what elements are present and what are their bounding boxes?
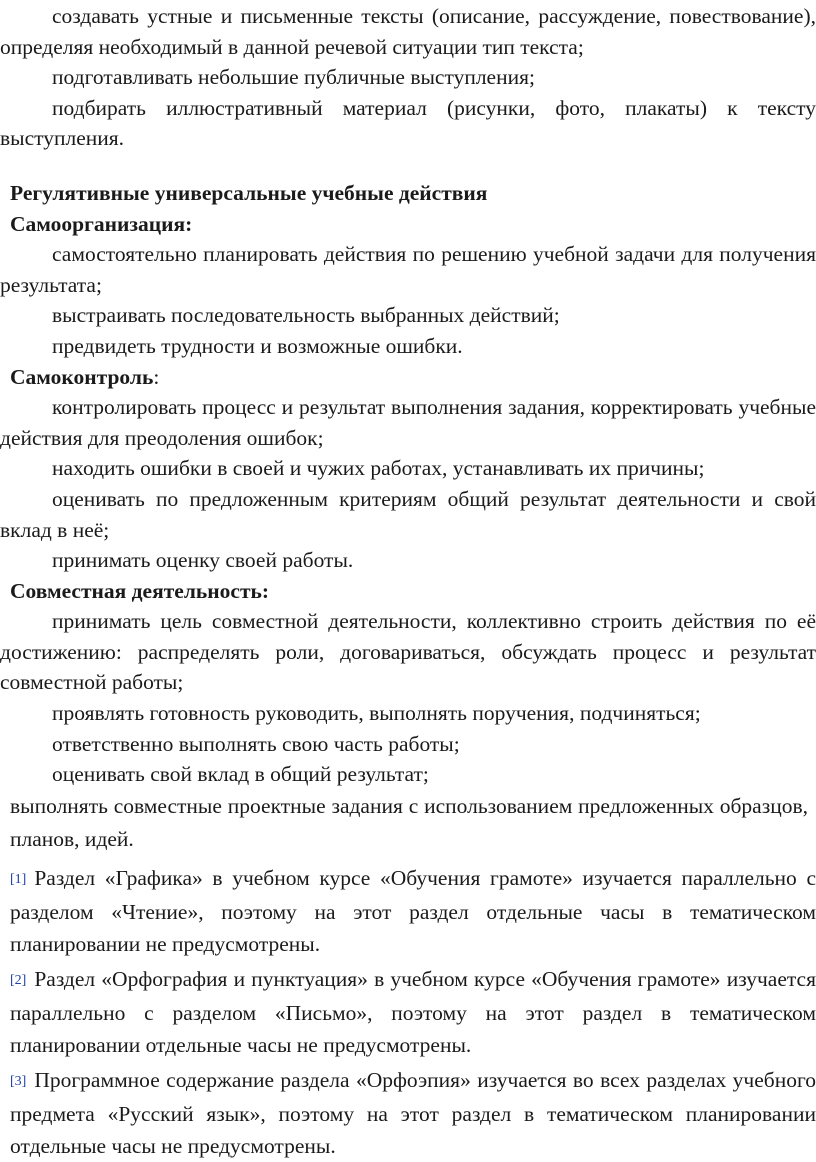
communication-item: подбирать иллюстративный материал (рисунки, фото, плакаты) к тексту выступления.	[0, 95, 816, 151]
communication-item: создавать устные и письменные тексты (описание, рассуждение, повествование), определяя необходимый в данной речевой ситуации тип текста;	[0, 4, 816, 59]
joint-activity-heading: Совместная деятельность:	[10, 578, 270, 603]
footnote-ref-link[interactable]: [1]	[10, 871, 27, 887]
self-control-heading-text: Самоконтроль	[10, 364, 154, 389]
footnote	[0, 862, 816, 960]
footnote-text: Раздел «Графика» в учебном курсе «Обучения грамоте» изучается параллельно с разделом «Чтение», поэтому на этот раздел отдельные часы в тематическом планировании не предусмотрены.	[10, 865, 816, 956]
self-organization-heading: Самоорганизация:	[10, 211, 193, 236]
self-control-heading-colon: :	[153, 364, 160, 389]
footnote-ref-link[interactable]: [2]	[10, 972, 27, 988]
joint-activity-item: проявлять готовность руководить, выполнять поручения, подчиняться;	[52, 701, 701, 726]
communication-item: подготавливать небольшие публичные выступления;	[52, 65, 535, 90]
footnote-ref-link[interactable]: [3]	[10, 1073, 27, 1089]
self-control-item: находить ошибки в своей и чужих работах, устанавливать их причины;	[52, 456, 705, 481]
self-organization-item: предвидеть трудности и возможные ошибки.	[52, 333, 463, 358]
footnote-text: Раздел «Орфография и пунктуация» в учебном курсе «Обучения грамоте» изучается параллельно с разделом «Письмо», поэтому на этот раздел в тематическом планировании отдельные часы не предусмотрены.	[10, 966, 816, 1057]
self-organization-item: самостоятельно планировать действия по решению учебной задачи для получения результата;	[0, 242, 816, 297]
self-control-item: контролировать процесс и результат выполнения задания, корректировать учебные действия для преодоления ошибок;	[0, 395, 816, 450]
regulatory-heading: Регулятивные универсальные учебные действия	[10, 180, 488, 205]
joint-activity-last-item: выполнять совместные проектные задания с использованием предложенных образцов, планов, идей.	[10, 793, 808, 851]
self-control-item: принимать оценку своей работы.	[52, 548, 354, 573]
joint-activity-item: принимать цель совместной деятельности, коллективно строить действия по её достижению: распределять роли, договариваться, обсуждать процесс и результат совместной работы;	[0, 609, 816, 695]
footnote	[0, 963, 816, 1061]
self-organization-item: выстраивать последовательность выбранных действий;	[52, 303, 560, 328]
joint-activity-item: оценивать свой вклад в общий результат;	[52, 762, 429, 787]
self-control-heading	[0, 362, 816, 393]
joint-activity-item: ответственно выполнять свою часть работы;	[52, 731, 460, 756]
section-gap	[0, 154, 816, 178]
footnote-text: Программное содержание раздела «Орфоэпия» изучается во всех разделах учебного предмета «Русский язык», поэтому на этот раздел в тематическом планировании отдельные часы не предусмотрены.	[10, 1067, 816, 1158]
footnote	[0, 1064, 816, 1162]
self-control-item: оценивать по предложенным критериям общий результат деятельности и свой вклад в неё;	[0, 486, 816, 542]
